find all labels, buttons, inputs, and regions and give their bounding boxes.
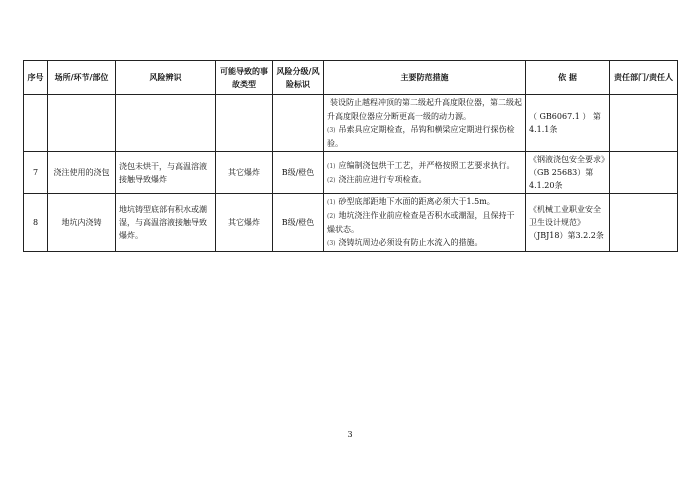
measure-number: (1) xyxy=(327,162,336,170)
cell-no: 8 xyxy=(24,194,48,252)
cell-measures xyxy=(324,152,526,194)
table-row xyxy=(24,194,678,252)
table-row xyxy=(24,95,678,152)
cell-basis: （ GB6067.1 ） 第4.1.1条 xyxy=(526,95,610,152)
measure-number: (2) xyxy=(327,213,336,220)
measure-item xyxy=(327,96,522,123)
header-location: 场所/环节/部位 xyxy=(48,61,116,95)
measure-number: (3) xyxy=(327,127,336,134)
cell-accident: 其它爆炸 xyxy=(216,152,273,194)
cell-location: 地坑内浇铸 xyxy=(48,194,116,252)
cell-grade xyxy=(273,95,324,152)
cell-dept xyxy=(610,152,678,194)
measure-text: 浇铸坑周边必须设有防止水流入的措施。 xyxy=(338,238,483,247)
header-no: 序号 xyxy=(24,61,48,95)
cell-risk: 地坑铸型底部有积水或潮湿，与高温溶液接触导致爆炸。 xyxy=(116,194,216,252)
header-accident: 可能导致的事故类型 xyxy=(216,61,273,95)
page-number: 3 xyxy=(347,430,353,439)
measure-item xyxy=(327,236,522,250)
cell-risk: 浇包未烘干，与高温溶液接触导致爆炸 xyxy=(116,152,216,194)
measure-item xyxy=(327,123,522,150)
measure-number: (3) xyxy=(327,240,336,247)
cell-location: 浇注使用的浇包 xyxy=(48,152,116,194)
cell-dept xyxy=(610,194,678,252)
cell-accident: 其它爆炸 xyxy=(216,194,273,252)
cell-basis: 《钢液浇包安全要求》（GB 25683）第4.1.20条 xyxy=(526,152,610,194)
measure-text: 浇注前应进行专项检查。 xyxy=(338,174,427,184)
measure-item xyxy=(327,159,522,173)
cell-grade: B级/橙色 xyxy=(273,194,324,252)
measure-text: 装设防止越程冲顶的第二级起升高度限位器，第二级起升高度限位器应分断更高一级的动力源。 xyxy=(327,98,522,121)
header-grade: 风险分级/风险标识 xyxy=(273,61,324,95)
cell-measures xyxy=(324,194,526,252)
table-row xyxy=(24,152,678,194)
risk-table xyxy=(23,60,678,252)
table-header-row xyxy=(24,61,678,95)
header-risk: 风险辨识 xyxy=(116,61,216,95)
header-measures: 主要防范措施 xyxy=(324,61,526,95)
measure-text: 吊索具应定期检查，吊钩和横梁应定期进行探伤检验。 xyxy=(327,125,515,148)
measure-item xyxy=(327,195,522,209)
measure-text: 砂型底部距地下水面的距离必须大于1.5m。 xyxy=(338,197,495,206)
measure-text: 应编制浇包烘干工艺，并严格按照工艺要求执行。 xyxy=(338,160,515,170)
cell-no xyxy=(24,95,48,152)
header-basis: 依 据 xyxy=(526,61,610,95)
measure-number: (2) xyxy=(327,176,336,184)
header-dept: 责任部门/责任人 xyxy=(610,61,678,95)
cell-measures xyxy=(324,95,526,152)
cell-location xyxy=(48,95,116,152)
cell-basis: 《机械工业职业安全卫生设计规范》（JBJ18）第3.2.2条 xyxy=(526,194,610,252)
measure-number: (1) xyxy=(327,199,336,206)
cell-grade: B级/橙色 xyxy=(273,152,324,194)
cell-risk xyxy=(116,95,216,152)
cell-dept xyxy=(610,95,678,152)
measure-text: 地坑浇注作业前应检查是否积水或潮湿，且保持干燥状态。 xyxy=(327,211,515,234)
cell-no: 7 xyxy=(24,152,48,194)
measure-item xyxy=(327,209,522,236)
measure-item xyxy=(327,173,522,187)
cell-accident xyxy=(216,95,273,152)
